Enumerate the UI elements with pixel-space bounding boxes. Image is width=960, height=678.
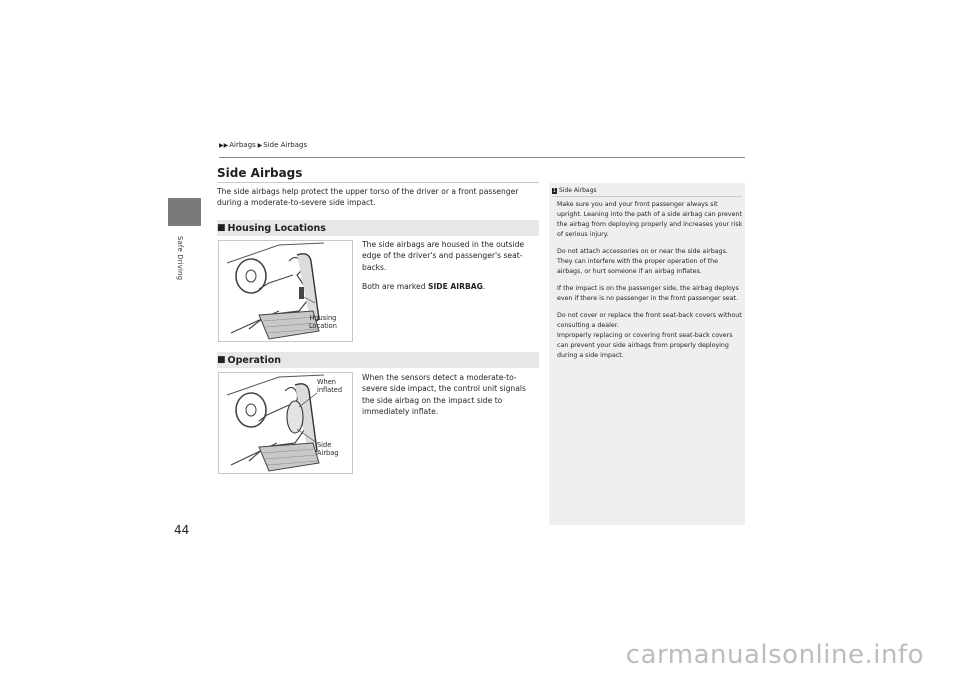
breadcrumb-arrow-icon: ▶ (257, 141, 263, 149)
operation-description: When the sensors detect a moderate-to-severe side impact, the control unit signals the side airbag on the impact side to immediately inflate. (362, 373, 526, 416)
side-label-line1: Side (317, 441, 332, 449)
when-label-line2: inflated (317, 386, 343, 394)
note-paragraph: Do not attach accessories on or near the side airbags. They can interfere with the proper operation of the airbags, or hurt someone if an airbag inflates. (557, 248, 728, 275)
housing-figure (218, 240, 353, 342)
page-title: Side Airbags (217, 166, 303, 180)
title-divider (217, 182, 539, 183)
marked-label: SIDE AIRBAG (427, 281, 483, 291)
page-number: 44 (174, 523, 190, 537)
note-body (557, 200, 743, 368)
intro-paragraph: The side airbags help protect the upper torso of the driver or a front passenger during a moderate-to-severe side impact. (217, 187, 519, 208)
marked-prefix: Both are marked (362, 281, 428, 291)
marked-suffix: . (482, 281, 486, 291)
note-paragraph: Make sure you and your front passenger always sit upright. Leaning into the path of a side airbag can prevent the airbag from deploying properly and increases your risk of serious injury. (557, 201, 743, 238)
note-header (552, 187, 597, 194)
note-book-icon: 1 (552, 187, 557, 194)
operation-figure (218, 372, 353, 474)
breadcrumb-item-airbags[interactable]: Airbags (229, 141, 256, 149)
section-heading-housing (217, 220, 539, 236)
section-square-icon: ■ (217, 355, 226, 365)
note-paragraph: Do not cover or replace the front seat-back covers without consulting a dealer. (557, 312, 742, 329)
note-paragraph: Improperly replacing or covering front seat-back covers can prevent your side airbags from properly deploying during a side impact. (557, 332, 733, 359)
header-divider (219, 157, 745, 158)
note-paragraph: If the impact is on the passenger side, the airbag deploys even if there is no passenger in the front passenger seat. (557, 285, 739, 302)
note-divider (552, 196, 742, 197)
breadcrumb-arrow-icon: ▶▶ (219, 141, 229, 149)
housing-body (362, 239, 539, 292)
housing-location-label (309, 314, 337, 330)
housing-label-line1: Housing (309, 314, 337, 322)
section-tab-marker (168, 198, 201, 226)
note-title[interactable]: Side Airbags (559, 187, 597, 194)
housing-description: The side airbags are housed in the outside edge of the driver's and passenger's seat-backs. (362, 240, 525, 272)
breadcrumb (219, 141, 309, 149)
section-side-label: Safe Driving (176, 236, 184, 281)
section-heading-label: Operation (227, 354, 282, 366)
section-square-icon: ■ (217, 223, 226, 233)
housing-label-line2: Location (309, 322, 337, 330)
when-label-line1: When (317, 378, 336, 386)
housing-marked-text (362, 281, 539, 292)
note-panel (549, 183, 745, 525)
section-heading-operation (217, 352, 539, 368)
side-airbag-label (317, 441, 338, 457)
when-inflated-label (317, 378, 342, 394)
breadcrumb-item-side-airbags[interactable]: Side Airbags (263, 141, 308, 149)
side-label-line2: Airbag (317, 449, 339, 457)
watermark-text: carmanualsonline.info (625, 640, 924, 670)
section-heading-label: Housing Locations (227, 222, 326, 234)
